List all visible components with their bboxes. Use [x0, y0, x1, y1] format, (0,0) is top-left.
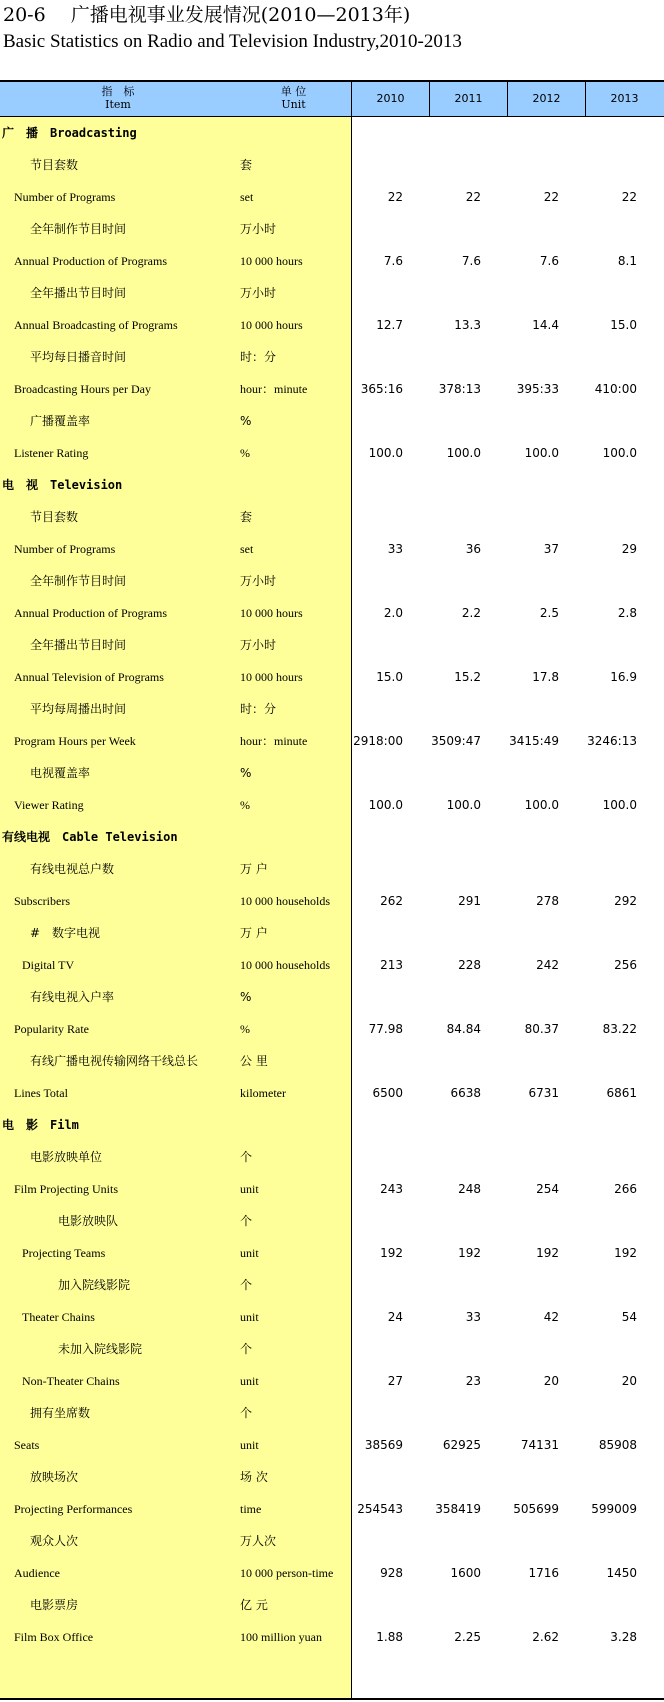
value-cell-2010: 7.6	[383, 254, 403, 268]
value-cell-2013: 85908	[598, 1438, 637, 1452]
unit-label: %	[240, 798, 250, 812]
item-label-cn: 全年制作节目时间	[30, 222, 127, 236]
section-row	[0, 469, 664, 501]
value-cell-2011: 13.3	[454, 318, 481, 332]
value-cell-2012: 192	[536, 1246, 559, 1260]
unit-label: 10 000 person-time	[240, 1566, 334, 1580]
item-label-en: Lines Total	[14, 1086, 68, 1100]
table-row	[0, 1621, 664, 1653]
value-cell-2010: 254543	[357, 1502, 403, 1516]
unit-header-cn: 单 位	[280, 85, 307, 98]
value-cell-2013: 1450	[606, 1566, 637, 1580]
table-row	[0, 1525, 664, 1557]
value-cell-2012: 278	[536, 894, 559, 908]
table-row	[0, 949, 664, 981]
value-cell-2012: 242	[536, 958, 559, 972]
table-header	[0, 82, 664, 117]
value-cell-2013: 15.0	[610, 318, 637, 332]
value-cell-2011: 248	[458, 1182, 481, 1196]
value-cell-2012: 7.6	[539, 254, 559, 268]
item-label-cn: 平均每日播音时间	[30, 350, 127, 364]
value-cell-2010: 12.7	[376, 318, 403, 332]
value-cell-2011: 378:13	[438, 382, 481, 396]
value-cell-2011: 358419	[435, 1502, 481, 1516]
value-cell-2011: 22	[465, 190, 481, 204]
item-label-en: Popularity Rate	[14, 1022, 89, 1036]
unit-label: 万小时	[240, 638, 277, 652]
value-cell-2013: 192	[614, 1246, 637, 1260]
value-cell-2013: 2.8	[617, 606, 637, 620]
unit-label: 万 户	[240, 926, 268, 940]
section-row	[0, 117, 664, 149]
value-cell-2010: 2918:00	[353, 734, 403, 748]
table-row	[0, 181, 664, 213]
value-cell-2010: 27	[387, 1374, 403, 1388]
item-label-en: Viewer Rating	[14, 798, 84, 812]
value-cell-2011: 15.2	[454, 670, 481, 684]
value-cell-2010: 1.88	[376, 1630, 403, 1644]
item-label-en: Film Box Office	[14, 1630, 94, 1644]
value-cell-2013: 29	[621, 542, 637, 556]
table-row	[0, 981, 664, 1013]
value-cell-2011: 291	[458, 894, 481, 908]
value-cell-2011: 100.0	[446, 798, 481, 812]
value-cell-2011: 2.25	[454, 1630, 481, 1644]
unit-label: %	[240, 766, 252, 780]
item-label-en: Number of Programs	[14, 190, 116, 204]
table-row	[0, 1557, 664, 1589]
item-label-cn: 广播覆盖率	[30, 414, 91, 428]
value-cell-2012: 3415:49	[509, 734, 559, 748]
table-body	[0, 117, 664, 1653]
table-row	[0, 277, 664, 309]
unit-label: 万小时	[240, 574, 277, 588]
value-cell-2011: 7.6	[461, 254, 481, 268]
value-cell-2010: 213	[380, 958, 403, 972]
unit-label: 个	[240, 1406, 253, 1420]
value-cell-2010: 100.0	[368, 798, 403, 812]
item-header-cn: 指 标	[101, 85, 135, 98]
section-title: 有线电视 Cable Television	[2, 830, 178, 844]
unit-label: 场 次	[240, 1470, 268, 1484]
item-column-header	[0, 82, 236, 116]
unit-label: unit	[240, 1310, 259, 1324]
item-label-en: Theater Chains	[22, 1310, 95, 1324]
item-label-cn: 未加入院线影院	[58, 1342, 143, 1356]
item-label-en: Broadcasting Hours per Day	[14, 382, 151, 396]
table-row	[0, 309, 664, 341]
table-row	[0, 245, 664, 277]
item-label-cn: 有线广播电视传输网络干线总长	[30, 1054, 199, 1068]
table-row	[0, 533, 664, 565]
table-row	[0, 629, 664, 661]
table-row	[0, 1397, 664, 1429]
item-header-en: Item	[105, 98, 131, 111]
table-row	[0, 1301, 664, 1333]
item-label-en: Digital TV	[22, 958, 75, 972]
item-label-en: Seats	[14, 1438, 40, 1452]
table-row	[0, 1429, 664, 1461]
year-header-2013: 2013	[585, 82, 663, 116]
unit-label: 亿 元	[240, 1598, 268, 1612]
value-cell-2012: 2.62	[532, 1630, 559, 1644]
value-cell-2013: 599009	[591, 1502, 637, 1516]
item-label-en: Listener Rating	[14, 446, 89, 460]
unit-label: 10 000 households	[240, 958, 330, 972]
value-cell-2012: 17.8	[532, 670, 559, 684]
value-cell-2010: 6500	[372, 1086, 403, 1100]
table-row	[0, 1589, 664, 1621]
table-row	[0, 501, 664, 533]
unit-label: 个	[240, 1278, 253, 1292]
value-cell-2011: 228	[458, 958, 481, 972]
value-cell-2013: 16.9	[610, 670, 637, 684]
item-label-cn: 有线电视入户率	[30, 990, 115, 1004]
unit-label: 套	[240, 510, 253, 524]
value-cell-2010: 2.0	[383, 606, 403, 620]
unit-label: hour：minute	[240, 382, 308, 396]
unit-label: unit	[240, 1182, 259, 1196]
table-row	[0, 373, 664, 405]
table-row	[0, 1077, 664, 1109]
value-cell-2013: 100.0	[602, 446, 637, 460]
table-row	[0, 1173, 664, 1205]
value-cell-2011: 6638	[450, 1086, 481, 1100]
value-cell-2010: 22	[387, 190, 403, 204]
item-label-en: Annual Production of Programs	[14, 606, 167, 620]
unit-label: 10 000 hours	[240, 606, 303, 620]
unit-label: 10 000 households	[240, 894, 330, 908]
column-divider	[351, 82, 352, 1699]
table-row	[0, 1237, 664, 1269]
value-cell-2013: 20	[621, 1374, 637, 1388]
unit-label: %	[240, 990, 252, 1004]
item-label-cn: 全年播出节目时间	[30, 638, 127, 652]
item-label-cn: 全年播出节目时间	[30, 286, 127, 300]
value-cell-2011: 3509:47	[431, 734, 481, 748]
value-cell-2010: 38569	[364, 1438, 403, 1452]
value-cell-2013: 410:00	[594, 382, 637, 396]
value-cell-2010: 24	[387, 1310, 403, 1324]
value-cell-2012: 505699	[513, 1502, 559, 1516]
item-label-cn: 平均每周播出时间	[30, 702, 127, 716]
value-cell-2011: 100.0	[446, 446, 481, 460]
table-row	[0, 1013, 664, 1045]
value-cell-2010: 100.0	[368, 446, 403, 460]
table-row	[0, 1461, 664, 1493]
unit-label: unit	[240, 1374, 259, 1388]
value-cell-2012: 395:33	[516, 382, 559, 396]
unit-header-en: Unit	[281, 98, 306, 111]
unit-label: 万 户	[240, 862, 268, 876]
value-cell-2012: 100.0	[524, 446, 559, 460]
unit-label: 10 000 hours	[240, 254, 303, 268]
unit-label: unit	[240, 1438, 259, 1452]
table-row	[0, 149, 664, 181]
unit-label: hour：minute	[240, 734, 308, 748]
unit-label: 公 里	[240, 1054, 268, 1068]
value-cell-2013: 22	[621, 190, 637, 204]
table-row	[0, 757, 664, 789]
table-row	[0, 1493, 664, 1525]
value-cell-2010: 262	[380, 894, 403, 908]
table-row	[0, 1365, 664, 1397]
section-row	[0, 1109, 664, 1141]
value-cell-2011: 36	[465, 542, 481, 556]
table-row	[0, 1045, 664, 1077]
section-row	[0, 821, 664, 853]
unit-label: 10 000 hours	[240, 670, 303, 684]
item-label-en: Number of Programs	[14, 542, 116, 556]
value-cell-2012: 100.0	[524, 798, 559, 812]
value-cell-2013: 6861	[606, 1086, 637, 1100]
item-label-en: Annual Broadcasting of Programs	[14, 318, 178, 332]
table-row	[0, 917, 664, 949]
item-label-cn: 全年制作节目时间	[30, 574, 127, 588]
unit-column-header	[236, 82, 351, 116]
item-label-cn: 节目套数	[30, 158, 79, 172]
value-cell-2011: 23	[465, 1374, 481, 1388]
value-cell-2010: 365:16	[360, 382, 403, 396]
page-title-chinese: 20-6 广播电视事业发展情况(2010—2013年)	[3, 4, 411, 26]
unit-label: 个	[240, 1150, 253, 1164]
table-row	[0, 213, 664, 245]
section-title: 电 影 Film	[2, 1118, 79, 1132]
value-cell-2011: 192	[458, 1246, 481, 1260]
table-row	[0, 661, 664, 693]
item-label-en: Annual Television of Programs	[14, 670, 164, 684]
table-row	[0, 725, 664, 757]
unit-label: 个	[240, 1214, 253, 1228]
unit-label: 万小时	[240, 222, 277, 236]
value-cell-2012: 80.37	[524, 1022, 559, 1036]
section-title: 广 播 Broadcasting	[2, 126, 137, 140]
value-cell-2010: 77.98	[368, 1022, 403, 1036]
table-bottom-rule	[0, 1698, 664, 1700]
item-label-en: Projecting Performances	[14, 1502, 133, 1516]
value-cell-2013: 3246:13	[587, 734, 637, 748]
unit-label: time	[240, 1502, 262, 1516]
table-row	[0, 885, 664, 917]
table-row	[0, 437, 664, 469]
value-cell-2012: 14.4	[532, 318, 559, 332]
value-cell-2012: 74131	[520, 1438, 559, 1452]
table-row	[0, 789, 664, 821]
value-cell-2010: 243	[380, 1182, 403, 1196]
value-cell-2013: 100.0	[602, 798, 637, 812]
value-cell-2011: 1600	[450, 1566, 481, 1580]
table-row	[0, 1269, 664, 1301]
table-row	[0, 1205, 664, 1237]
item-label-cn: 电影票房	[30, 1598, 79, 1612]
item-label-cn: 有线电视总户数	[30, 862, 115, 876]
unit-label: kilometer	[240, 1086, 286, 1100]
table-row	[0, 341, 664, 373]
value-cell-2012: 42	[543, 1310, 559, 1324]
value-cell-2013: 83.22	[602, 1022, 637, 1036]
table-row	[0, 693, 664, 725]
table-row	[0, 597, 664, 629]
item-label-cn: 放映场次	[30, 1470, 79, 1484]
item-label-en: Annual Production of Programs	[14, 254, 167, 268]
value-cell-2010: 33	[387, 542, 403, 556]
item-label-en: Film Projecting Units	[14, 1182, 119, 1196]
unit-label: 10 000 hours	[240, 318, 303, 332]
item-label-cn: 电视覆盖率	[30, 766, 91, 780]
value-cell-2012: 254	[536, 1182, 559, 1196]
value-cell-2013: 266	[614, 1182, 637, 1196]
value-cell-2010: 192	[380, 1246, 403, 1260]
year-header-2012: 2012	[507, 82, 585, 116]
item-label-en: Non-Theater Chains	[22, 1374, 120, 1388]
value-cell-2011: 62925	[442, 1438, 481, 1452]
value-cell-2013: 3.28	[610, 1630, 637, 1644]
value-cell-2013: 54	[621, 1310, 637, 1324]
item-label-en: Projecting Teams	[22, 1246, 106, 1260]
value-cell-2010: 928	[380, 1566, 403, 1580]
unit-label: 时：分	[240, 350, 277, 364]
item-label-cn: 加入院线影院	[58, 1278, 131, 1292]
value-cell-2010: 15.0	[376, 670, 403, 684]
value-cell-2012: 6731	[528, 1086, 559, 1100]
unit-label: 套	[240, 158, 253, 172]
value-cell-2013: 292	[614, 894, 637, 908]
item-label-en: Program Hours per Week	[14, 734, 136, 748]
table-row	[0, 1141, 664, 1173]
item-label-cn: 观众人次	[30, 1534, 79, 1548]
section-title: 电 视 Television	[2, 478, 123, 492]
table-row	[0, 853, 664, 885]
value-cell-2011: 84.84	[446, 1022, 481, 1036]
item-label-cn: # 数字电视	[30, 926, 101, 940]
unit-label: %	[240, 446, 250, 460]
value-cell-2012: 1716	[528, 1566, 559, 1580]
value-cell-2012: 2.5	[539, 606, 559, 620]
year-header-2011: 2011	[429, 82, 507, 116]
unit-label: unit	[240, 1246, 259, 1260]
item-label-cn: 电影放映队	[58, 1214, 119, 1228]
value-cell-2012: 37	[543, 542, 559, 556]
unit-label: set	[240, 542, 254, 556]
value-cell-2011: 33	[465, 1310, 481, 1324]
unit-label: 100 million yuan	[240, 1630, 322, 1644]
value-cell-2013: 256	[614, 958, 637, 972]
item-label-cn: 电影放映单位	[30, 1150, 103, 1164]
item-label-cn: 节目套数	[30, 510, 79, 524]
value-cell-2011: 2.2	[461, 606, 481, 620]
value-cell-2012: 22	[543, 190, 559, 204]
table-row	[0, 1333, 664, 1365]
unit-label: 万人次	[240, 1534, 277, 1548]
value-cell-2012: 20	[543, 1374, 559, 1388]
unit-label: %	[240, 414, 252, 428]
table-row	[0, 565, 664, 597]
value-cell-2013: 8.1	[617, 254, 637, 268]
unit-label: set	[240, 190, 254, 204]
unit-label: 万小时	[240, 286, 277, 300]
table-row	[0, 405, 664, 437]
item-label-en: Subscribers	[14, 894, 70, 908]
unit-label: 个	[240, 1342, 253, 1356]
item-label-cn: 拥有坐席数	[30, 1406, 91, 1420]
unit-label: 时：分	[240, 702, 277, 716]
item-label-en: Audience	[14, 1566, 60, 1580]
unit-label: %	[240, 1022, 250, 1036]
year-header-2010: 2010	[351, 82, 429, 116]
page-title-english: Basic Statistics on Radio and Television Industry,2010-2013	[3, 31, 462, 52]
